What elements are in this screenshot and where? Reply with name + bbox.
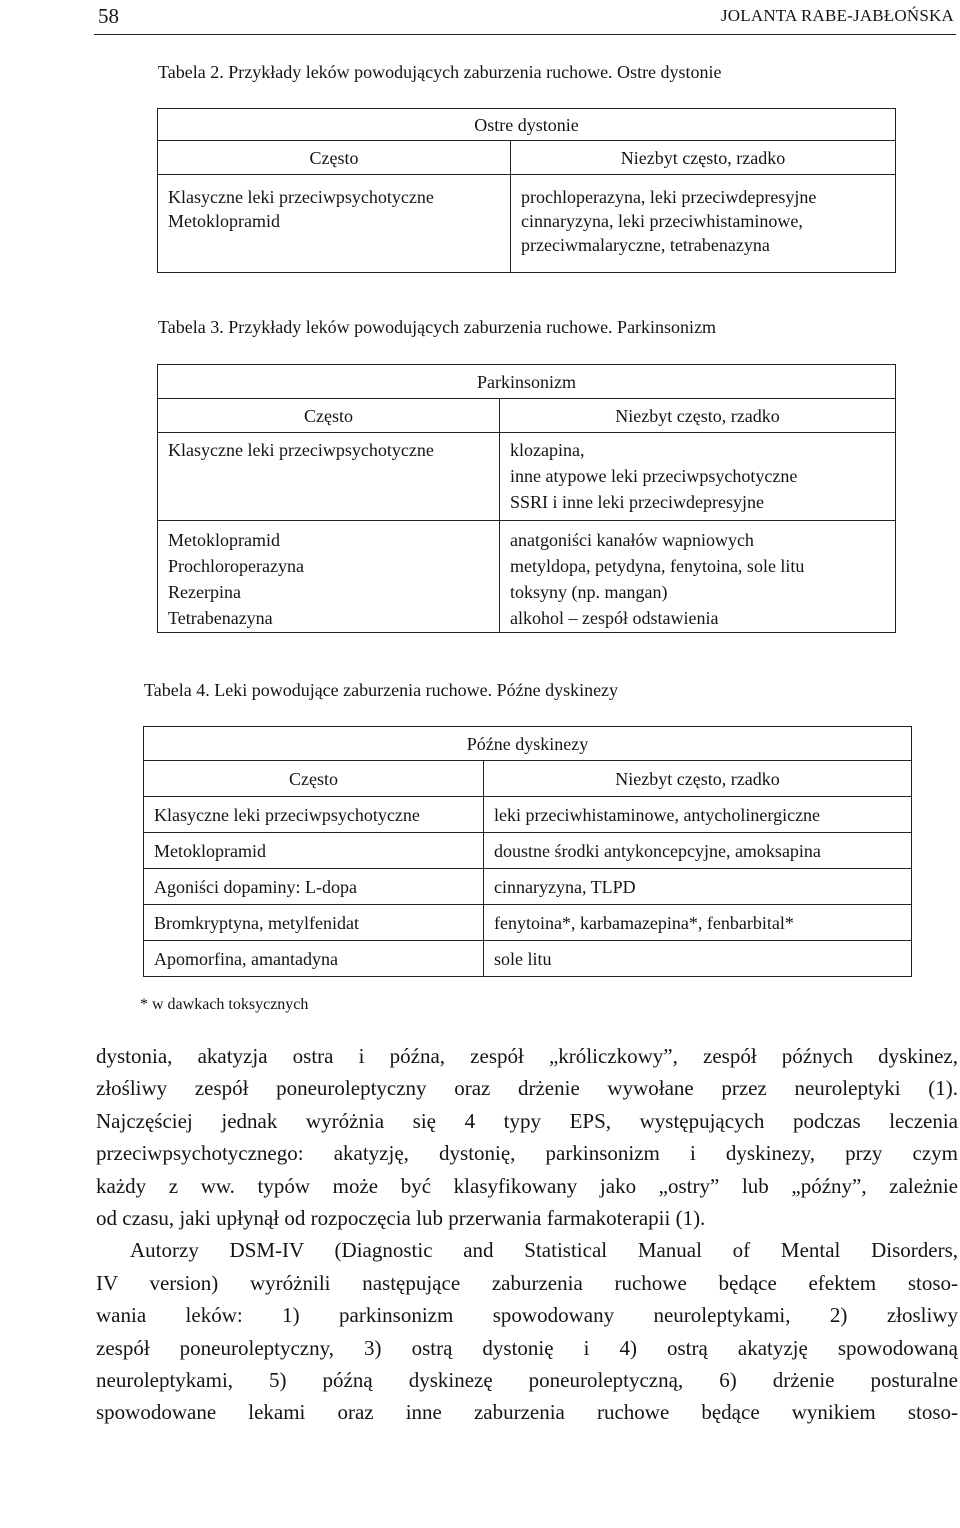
- table-2-header-often: Często: [158, 141, 511, 175]
- cell-line: anatgoniści kanałów wapniowych: [510, 530, 754, 550]
- table-4-header-often: Często: [144, 761, 484, 797]
- table-2-caption: Tabela 2. Przykłady leków powodujących zaburzenia ruchowe. Ostre dystonie: [158, 62, 722, 82]
- cell-line: Metoklopramid: [168, 530, 280, 550]
- cell-line: metyldopa, petydyna, fenytoina, sole litu: [510, 556, 805, 576]
- table-3-row1-right: [500, 433, 896, 521]
- table-3-row2-right: [500, 521, 896, 633]
- cell-line: Tetrabenazyna: [168, 608, 273, 628]
- text-line: Najczęściej jednak wyróżnia się 4 typy EPS, występujących podczas leczenia: [96, 1108, 958, 1133]
- table-4-title: Późne dyskinezy: [144, 727, 912, 761]
- table-2-cell-right: [511, 175, 896, 273]
- cell-line: SSRI i inne leki przeciwdepresyjne: [510, 492, 764, 512]
- table-3-title: Parkinsonizm: [158, 365, 896, 399]
- cell-line: Rezerpina: [168, 582, 241, 602]
- table-3: [157, 364, 896, 633]
- cell-line: Klasyczne leki przeciwpsychotyczne: [168, 187, 434, 207]
- table-4-header-rare: Niezbyt często, rzadko: [484, 761, 912, 797]
- cell-line: cinnaryzyna, leki przeciwhistaminowe,: [521, 211, 803, 231]
- paragraph-1: [96, 1040, 958, 1234]
- table-2: [157, 108, 896, 273]
- table-4-row-right: leki przeciwhistaminowe, antycholinergiczne: [484, 797, 912, 833]
- table-4-row-right: doustne środki antykoncepcyjne, amoksapina: [484, 833, 912, 869]
- paragraph-2: [96, 1234, 958, 1428]
- text-line: zespół poneuroleptyczny, 3) ostrą dystonię i 4) ostrą akatyzję spowodowaną: [96, 1335, 958, 1360]
- cell-line: inne atypowe leki przeciwpsychotyczne: [510, 466, 798, 486]
- table-3-caption: Tabela 3. Przykłady leków powodujących zaburzenia ruchowe. Parkinsonizm: [158, 317, 717, 337]
- text-line: IV version) wyróżnili następujące zaburzenia ruchowe będące efektem stoso-: [96, 1270, 958, 1295]
- table-4-footnote: * w dawkach toksycznych: [140, 996, 309, 1013]
- text-line: przeciwpsychotycznego: akatyzję, dystonię, parkinsonizm i dyskinezy, przy czym: [96, 1141, 958, 1166]
- header-rule: [94, 34, 956, 35]
- table-3-header-often: Często: [158, 399, 500, 433]
- table-3-row1-left: [158, 433, 500, 521]
- table-4-row-left: Apomorfina, amantadyna: [144, 941, 484, 977]
- running-head: JOLANTA RABE-JABŁOŃSKA: [720, 6, 954, 25]
- text-line: każdy z ww. typów może być klasyfikowany jako „ostry” lub „późny”, zależnie: [96, 1173, 958, 1198]
- cell-line: klozapina,: [510, 440, 585, 460]
- table-4: [143, 726, 912, 977]
- table-4-row-right: cinnaryzyna, TLPD: [484, 869, 912, 905]
- table-4-row-left: Agoniści dopaminy: L-dopa: [144, 869, 484, 905]
- table-4-row-left: Metoklopramid: [144, 833, 484, 869]
- table-4-caption: Tabela 4. Leki powodujące zaburzenia ruchowe. Późne dyskinezy: [144, 680, 619, 700]
- cell-line: toksyny (np. mangan): [510, 582, 668, 602]
- cell-line: Klasyczne leki przeciwpsychotyczne: [168, 440, 434, 460]
- cell-line: alkohol – zespół odstawienia: [510, 608, 719, 628]
- table-4-row-left: Bromkryptyna, metylfenidat: [144, 905, 484, 941]
- table-4-row-right: fenytoina*, karbamazepina*, fenbarbital*: [484, 905, 912, 941]
- cell-line: Metoklopramid: [168, 211, 280, 231]
- page-number: 58: [98, 4, 119, 28]
- table-2-header-rare: Niezbyt często, rzadko: [511, 141, 896, 175]
- cell-line: Prochloroperazyna: [168, 556, 304, 576]
- text-line: od czasu, jaki upłynął od rozpoczęcia lub przerwania farmakoterapii (1).: [96, 1206, 706, 1231]
- text-line: dystonia, akatyzja ostra i późna, zespół „króliczkowy”, zespół późnych dyskinez,: [96, 1044, 958, 1068]
- cell-line: przeciwmalaryczne, tetrabenazyna: [521, 235, 770, 255]
- table-4-row-right: sole litu: [484, 941, 912, 977]
- text-line: złośliwy zespół poneuroleptyczny oraz drżenie wywołane przez neuroleptyki (1).: [96, 1076, 958, 1101]
- table-3-row2-left: [158, 521, 500, 633]
- text-line: Autorzy DSM-IV (Diagnostic and Statistical Manual of Mental Disorders,: [130, 1238, 958, 1263]
- text-line: spowodowane lekami oraz inne zaburzenia ruchowe będące wynikiem stoso-: [96, 1400, 958, 1425]
- table-3-header-rare: Niezbyt często, rzadko: [500, 399, 896, 433]
- table-4-row-left: Klasyczne leki przeciwpsychotyczne: [144, 797, 484, 833]
- cell-line: prochloperazyna, leki przeciwdepresyjne: [521, 187, 817, 207]
- table-2-cell-left: [158, 175, 511, 273]
- table-2-title: Ostre dystonie: [158, 109, 896, 141]
- text-line: neuroleptykami, 5) późną dyskinezę poneuroleptyczną, 6) drżenie posturalne: [96, 1368, 958, 1393]
- text-line: wania leków: 1) parkinsonizm spowodowany neuroleptykami, 2) złosliwy: [96, 1303, 958, 1328]
- body-text: [96, 1040, 958, 1429]
